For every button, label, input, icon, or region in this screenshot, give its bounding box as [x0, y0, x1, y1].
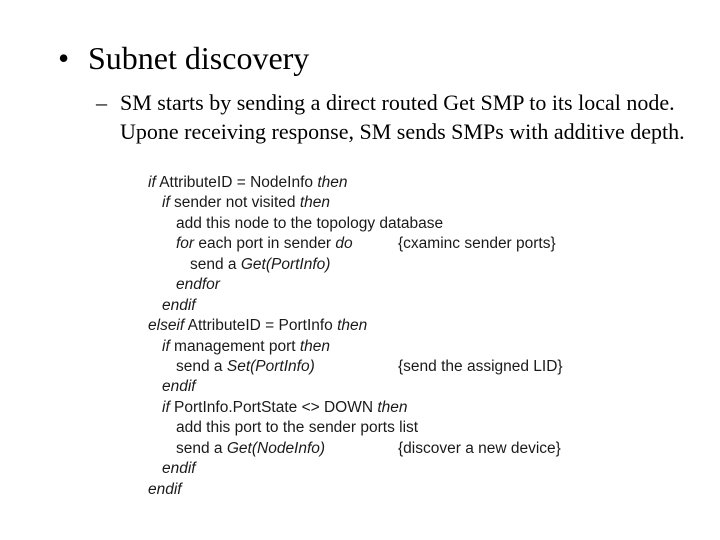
code-keyword: then [377, 398, 408, 416]
code-statement [162, 337, 330, 357]
code-line [148, 357, 708, 377]
code-keyword: for [176, 235, 195, 253]
code-keyword: if [162, 398, 170, 416]
code-keyword: do [335, 235, 353, 253]
code-line [148, 316, 708, 336]
code-line [148, 214, 708, 234]
code-text: each port in sender [194, 235, 336, 253]
code-text: send a [176, 439, 227, 457]
code-comment: {cxaminc sender ports} [398, 235, 556, 253]
code-line [148, 459, 708, 479]
code-statement [148, 480, 182, 500]
code-keyword: Get(NodeInfo) [226, 439, 326, 457]
code-statement [176, 357, 315, 377]
code-text: send a [176, 357, 227, 375]
code-line [148, 398, 708, 418]
code-statement [176, 214, 443, 234]
code-statement [176, 418, 418, 438]
code-statement [162, 296, 196, 316]
code-line [148, 193, 708, 213]
code-text: AttributeID = NodeInfo [155, 174, 318, 191]
code-keyword: if [148, 174, 156, 191]
code-keyword: Set(PortInfo) [226, 357, 315, 375]
code-text: sender not visited [169, 194, 300, 212]
code-comment: {discover a new device} [398, 439, 561, 457]
code-keyword: endif [162, 460, 196, 478]
code-statement [162, 193, 330, 213]
code-line [148, 255, 708, 275]
pseudocode-block [148, 173, 708, 500]
code-keyword: endif [148, 480, 182, 498]
sub-bullet-dash: – [96, 90, 107, 115]
code-text: AttributeID = PortInfo [184, 317, 338, 335]
code-text: send a [190, 255, 241, 273]
code-line [148, 173, 708, 193]
code-line [148, 377, 708, 397]
code-line [148, 480, 708, 500]
code-keyword: endif [162, 296, 196, 314]
code-line [148, 234, 708, 254]
code-statement [176, 439, 325, 459]
code-keyword: elseif [148, 317, 185, 335]
code-statement [148, 173, 347, 193]
code-comment: {send the assigned LID} [398, 357, 563, 375]
code-keyword: then [299, 194, 331, 212]
code-statement [148, 316, 367, 336]
code-keyword: then [299, 337, 331, 355]
code-text: management port [169, 337, 300, 355]
bullet-symbol: • [58, 40, 70, 76]
code-statement [176, 275, 220, 295]
code-statement [190, 255, 330, 275]
code-text: PortInfo.PortState <> DOWN [169, 398, 378, 416]
code-statement [176, 234, 353, 254]
code-keyword: then [317, 174, 348, 191]
code-line [148, 418, 708, 438]
bullet-heading [58, 38, 309, 78]
code-keyword: if [162, 194, 170, 212]
code-text: add this port to the sender ports list [176, 419, 419, 437]
code-line [148, 337, 708, 357]
code-line [148, 275, 708, 295]
code-line [148, 296, 708, 316]
code-keyword: if [162, 337, 170, 355]
code-keyword: then [337, 317, 368, 335]
code-keyword: endif [162, 378, 196, 396]
heading-text: Subnet discovery [88, 40, 310, 76]
sub-bullet [96, 88, 696, 146]
code-keyword: endfor [176, 276, 220, 294]
code-keyword: Get(PortInfo) [240, 255, 331, 273]
code-statement [162, 377, 196, 397]
code-statement [162, 398, 408, 418]
code-line [148, 439, 708, 459]
code-text: add this node to the topology database [176, 214, 444, 232]
code-statement [162, 459, 196, 479]
sub-bullet-text: SM starts by sending a direct routed Get SMP to its local node. Upone receiving response, SM sends SMPs with additive depth. [120, 90, 685, 144]
